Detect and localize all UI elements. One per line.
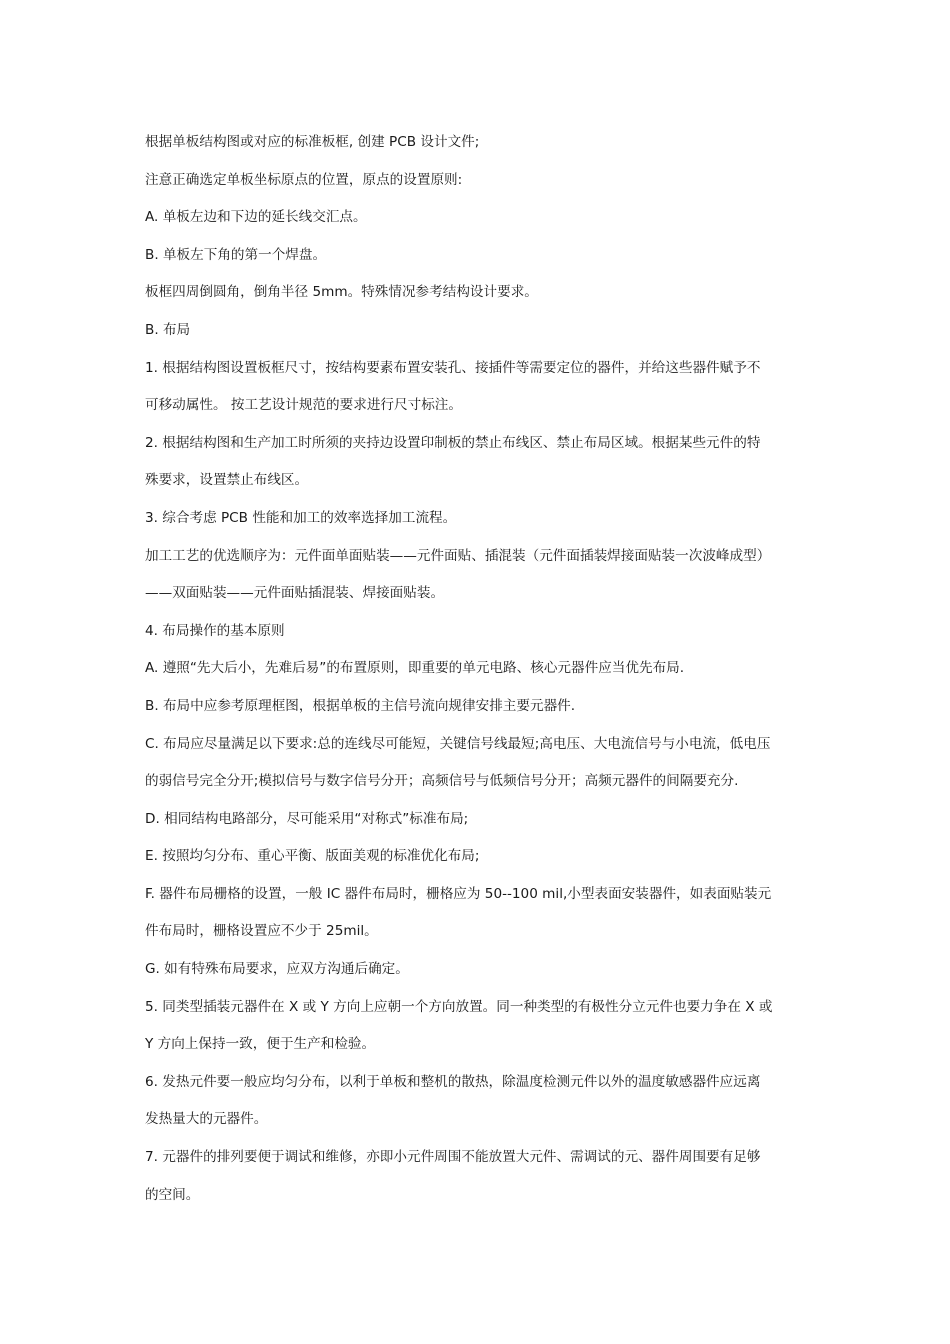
text-line: 板框四周倒圆角，倒角半径 5mm。特殊情况参考结构设计要求。 <box>145 284 538 301</box>
text-line: A. 遵照“先大后小，先难后易”的布置原则，即重要的单元电路、核心元器件应当优先布局. <box>145 660 685 677</box>
text-line: 4. 布局操作的基本原则 <box>145 622 285 639</box>
text-line: 7. 元器件的排列要便于调试和维修，亦即小元件周围不能放置大元件、需调试的元、器件周围要有足够 <box>145 1149 761 1166</box>
text-line: B. 布局 <box>145 321 191 338</box>
text-line: 可移动属性。 按工艺设计规范的要求进行尺寸标注。 <box>145 397 462 414</box>
text-line: 加工工艺的优选顺序为：元件面单面贴装——元件面贴、插混装（元件面插装焊接面贴装一次波峰成型） <box>145 547 771 564</box>
text-line: 1. 根据结构图设置板框尺寸，按结构要素布置安装孔、接插件等需要定位的器件，并给这些器件赋予不 <box>145 359 761 376</box>
text-line: D. 相同结构电路部分，尽可能采用“对称式”标准布局; <box>145 810 469 827</box>
text-line: 的空间。 <box>145 1186 200 1203</box>
text-line: 件布局时，栅格设置应不少于 25mil。 <box>145 923 378 940</box>
text-line: 注意正确选定单板坐标原点的位置，原点的设置原则: <box>145 171 463 188</box>
text-line: 的弱信号完全分开;模拟信号与数字信号分开；高频信号与低频信号分开；高频元器件的间隔要充分. <box>145 773 739 790</box>
text-line: 5. 同类型插装元器件在 X 或 Y 方向上应朝一个方向放置。同一种类型的有极性分立元件也要力争在 X 或 <box>145 998 773 1015</box>
text-line: G. 如有特殊布局要求，应双方沟通后确定。 <box>145 961 409 978</box>
text-line: 3. 综合考虑 PCB 性能和加工的效率选择加工流程。 <box>145 509 457 526</box>
text-line: C. 布局应尽量满足以下要求:总的连线尽可能短，关键信号线最短;高电压、大电流信号与小电流，低电压 <box>145 735 771 752</box>
document-body <box>145 124 810 1214</box>
text-line: Y 方向上保持一致，便于生产和检验。 <box>145 1036 376 1053</box>
text-line: F. 器件布局栅格的设置，一般 IC 器件布局时，栅格应为 50--100 mil,小型表面安装器件，如表面贴装元 <box>145 885 772 902</box>
text-line: B. 布局中应参考原理框图，根据单板的主信号流向规律安排主要元器件. <box>145 697 576 714</box>
text-line: ——双面贴装——元件面贴插混装、焊接面贴装。 <box>145 585 445 602</box>
text-line: 根据单板结构图或对应的标准板框, 创建 PCB 设计文件; <box>145 134 480 150</box>
text-line: 6. 发热元件要一般应均匀分布，以利于单板和整机的散热，除温度检测元件以外的温度敏感器件应远离 <box>145 1073 761 1090</box>
text-line: 殊要求，设置禁止布线区。 <box>145 472 309 489</box>
text-line: A. 单板左边和下边的延长线交汇点。 <box>145 209 367 226</box>
text-line: B. 单板左下角的第一个焊盘。 <box>145 246 327 263</box>
text-line: 发热量大的元器件。 <box>145 1111 268 1128</box>
text-line: 2. 根据结构图和生产加工时所须的夹持边设置印制板的禁止布线区、禁止布局区域。根据某些元件的特 <box>145 434 761 451</box>
text-line: E. 按照均匀分布、重心平衡、版面美观的标准优化布局; <box>145 848 480 865</box>
